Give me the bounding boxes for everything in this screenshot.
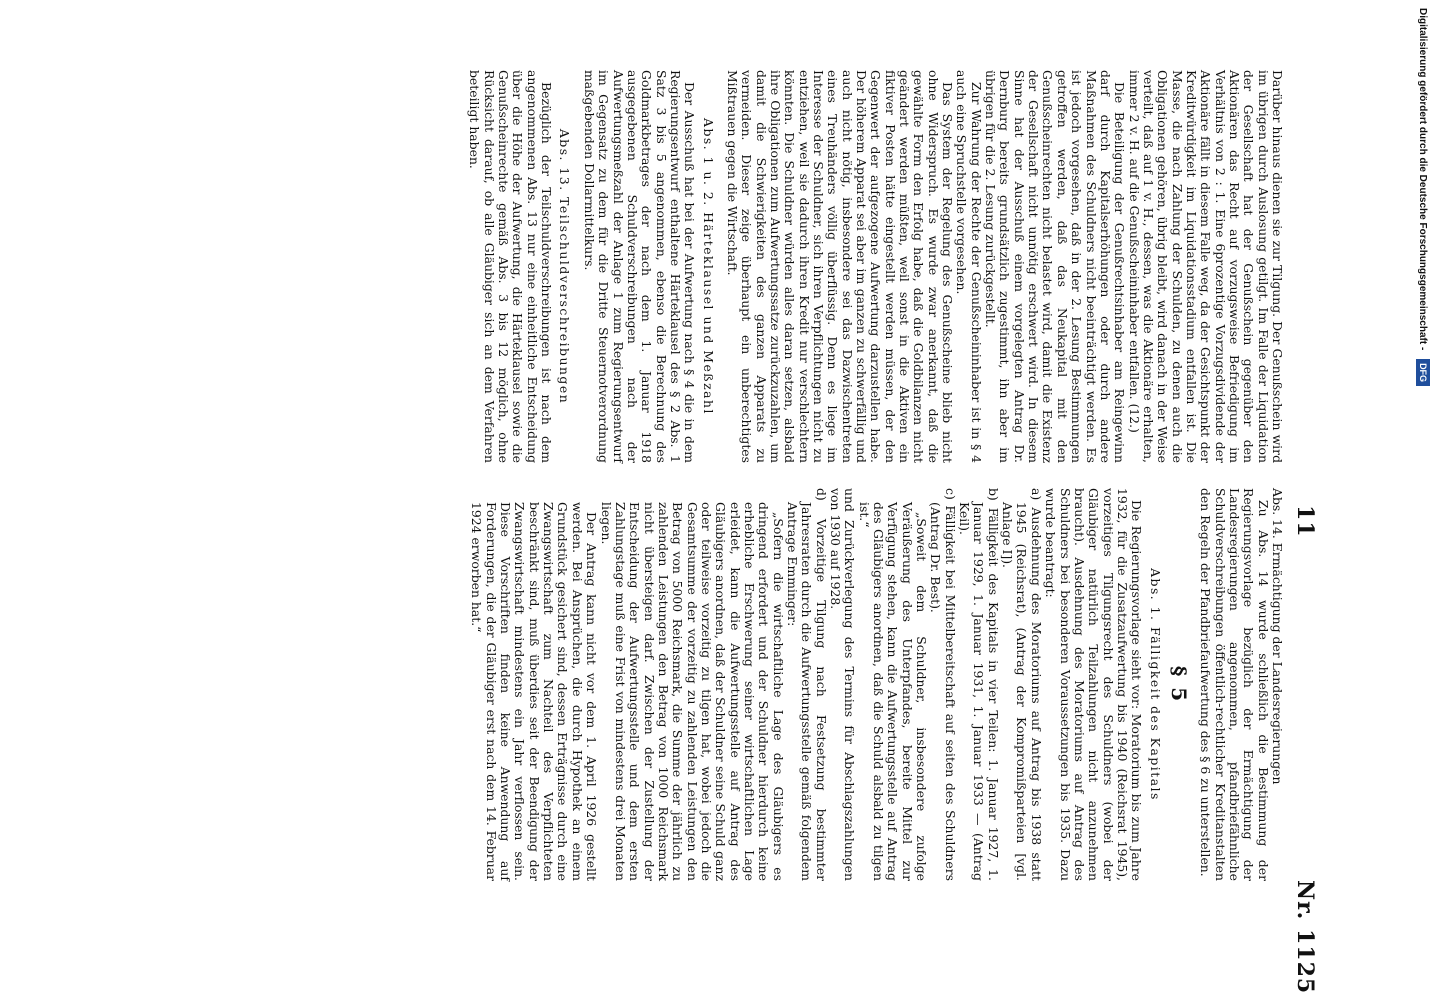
list-item: a) Ausdehnung des Moratoriums auf Antrag bis 1938 statt 1945 (Reichsrat), (Antrag der Kompromißparteien [vgl. Anlage I]). bbox=[1000, 488, 1044, 881]
paragraph-symbol-heading: § 5 bbox=[1166, 665, 1191, 704]
page-number-right: Nr. 1125 bbox=[1292, 880, 1318, 995]
body-paragraph: Die Regierungsvorlage sieht vor: Moratorium bis zum Jahre 1932, für die Zusatzaufwertung bis 1940 (Reichsrat 1945), vorzeitiges Tilgungsrecht des Schuldners (wobei der Gläubiger natürlich Teilzahlungen nicht anzunehmen braucht). Ausdehnung des Moratoriums auf Antrag des Schuldners bei besonderen Voraussetzungen bis 1935. Dazu wurde beantragt: bbox=[1043, 488, 1145, 881]
body-paragraph: Das System der Regelung des Genußscheine blieb nicht ohne Widerspruch. Es wurde zwar anerkannt, daß die gewählte Form den Erfolg habe, daß die Goldbilanzen nicht geändert werden müßten, weil sonst in die Aktiven ein fiktiver Posten hätte eingestellt werden müssen, der den Gegenwert der aufgezogene Aufwertung darzustellen habe. Der höherem Apparat sei aber im ganzen zu schwerfällig und auch nicht nötig, insbesondere sei das Dazwischentreten eines Treuhänders völlig überflüssig. Denn es liege im Interesse der Schuldner, sich ihren Verpflichtungen nicht zu entziehen, weil sie dadurch ihren Kredit nur verschlechtern könnten. Die Schuldner würden alles daran setzen, alsbald ihre Obligationen zum Aufwertungssatze zurückzuzahlen, um damit die Schwierigkeiten des ganzen Apparats zu vermeiden. Dieser zeige überhaupt ein unberechtigtes Mißtrauen gegen die Wirtschaft. bbox=[724, 70, 956, 463]
body-paragraph: Zur Wahrung der Rechte der Genußscheininhaber ist in § 4 auch eine Spruchstelle vorgesehen. bbox=[954, 70, 984, 463]
credit-label: Digitalisierung gefördert durch die Deutsche Forschungsgemeinschaft - bbox=[1417, 8, 1428, 351]
quoted-motion: „Sofern die wirtschaftliche Lage des Gläubigers es dringend erfordert und der Schuldner hierdurch keine erhebliche Erschwerung seiner wirtschaftlichen Lage erleidet, kann die Aufwertungsstelle auf Antrag des Gläubigers anordnen, daß der Schuldner seine Schuld ganz oder teilweise vorzeitig zu tilgen hat, wobei jedoch die Gesamtsumme der vorzeitig zu zahlenden Leistungen den Betrag von 5000 Reichsmark, die Summe der jährlich zu zahlenden Leistungen den Betrag von 1000 Reichsmark nicht übersteigen darf. Zwischen der Zustellung der Entscheidung der Aufwertungsstelle und dem ersten Zahlungstage muß eine Frist von mindestens drei Monaten liegen. bbox=[598, 502, 786, 881]
body-paragraph: Zu Abs. 14 wurde schließlich die Bestimmung der Regierungsvorlage bezüglich der Ermächtigung der Landesregierungen angenommen, pfandbriefähnliche Schuldverschreibungen öffentlich-rechtlicher Kreditanstalten den Regeln der Pfandbriefaufwertung des § 6 zu unterstellen. bbox=[1198, 488, 1271, 881]
quoted-motion: Der Antrag kann nicht vor dem 1. April 1926 gestellt werden. Bei Ansprüchen, die durch Hypothek an einem Grundstück gesichert sind, dessen Erträgnisse durch eine Zwangswirtschaft zum Nachteil des Verpflichteten beschränkt sind, muß überdies seit der Beendigung der Zwangswirtschaft mindestens ein Jahr verflossen sein. Diese Vorschriften finden keine Anwendung auf Forderungen, die der Gläubiger erst nach dem 14. Februar 1924 erworben hat.“ bbox=[469, 502, 600, 881]
right-text-column bbox=[469, 488, 1284, 881]
section-heading: Abs. 13. Teilschuldverschreibungen bbox=[557, 128, 573, 405]
dfg-logo: DFG bbox=[1416, 359, 1430, 386]
body-paragraph: Abs. 14. Ermächtigung der Landesregierungen bbox=[1270, 488, 1285, 785]
credit-strip bbox=[1414, 8, 1430, 992]
page-number-left: 11 bbox=[1292, 505, 1318, 538]
list-item: d) Vorzeitige Tilgung nach Festsetzung bestimmter Jahresraten durch die Aufwertungsstelle gemäß folgendem Antrage Emminger: bbox=[785, 488, 829, 881]
quoted-motion: „Soweit dem Schuldner, insbesondere zufolge Veräußerung des Unterpfandes, bereite Mittel zur Verfügung stehen, kann die Aufwertungsstelle auf Antrag des Gläubigers anordnen, daß die Schuld alsbald zu tilgen ist.“ bbox=[856, 502, 930, 881]
section-heading: Abs. 1. Fälligkeit des Kapitals bbox=[1147, 568, 1163, 801]
section-heading: Abs. 1 u. 2. Härteklausel und Meßzahl bbox=[700, 118, 716, 415]
body-paragraph: Die Beteiligung der Genußrechtsinhaber am Reingewinn darf durch Kapitalserhöhungen oder durch andere Maßnahmen des Schuldners nicht beeinträchtigt werden. Es ist jedoch vorgesehen, daß in der 2. Lesung Bestimmungen getroffen werden, daß das Neukapital mit den Genußscheinrechten nicht belastet wird, damit die Existenz der Gesellschaft nicht unnötig erschwert wird. In diesem Sinne hat der Ausschuß einem vorgelegten Antrag Dr. Dernburg bereits grundsätzlich zugestimmt, ihn aber im übrigen für die 2. Lesung zurückgestellt. bbox=[983, 70, 1128, 463]
list-item: b) Fälligkeit des Kapitals in vier Teilen: 1. Januar 1927, 1. Januar 1929, 1. Januar 1931, 1. Januar 1933 — (Antrag Keil). bbox=[957, 488, 1001, 881]
digitization-credit bbox=[1414, 8, 1430, 992]
body-paragraph: Bezüglich der Teilschuldverschreibungen ist nach dem angenommenen Abs. 13 nur eine einheitliche Entscheidung über die Höhe der Aufwertung, die Härteklausel sowie die Genußscheinrechte gemäß Abs. 3 bis 12 möglich, ohne Rücksicht darauf, ob alle Gläubiger sich an dem Verfahren beteiligt haben. bbox=[467, 70, 555, 463]
left-text-column bbox=[467, 70, 1284, 463]
list-item: c) Fälligkeit bei Mittelbereitschaft auf seiten des Schuldners (Antrag Dr. Best). bbox=[928, 488, 958, 881]
body-paragraph: Darüber hinaus dienen sie zur Tilgung. Der Genußschein wird im übrigen durch Auslosung getilgt. Im Falle der Liquidation der Gesellschaft hat der Genußschein gegenüber den Aktionären das Recht auf vorzugsweise Befriedigung im Verhältnis von 2 : 1. Eine 6prozentige Vorzugsdividende der Aktionäre fällt in diesem Falle weg, da der Gesichtspunkt der Kreditwürdigkeit im Liquidationsstadium entfallen ist. Die Masse, die nach Zahlung der Schulden, zu denen auch die Obligationen gehören, übrig bleibt, wird danach in der Weise verteilt, daß auf 1 v. H., dessen, was die Aktionäre erhalten, immer 2 v. H. auf die Genußscheininhaber entfallen. (12.) bbox=[1126, 70, 1285, 463]
body-paragraph: und Zurückverlegung des Termins für Abschlagszahlungen von 1930 auf 1928. bbox=[828, 488, 858, 881]
body-paragraph: Der Ausschuß hat bei der Aufwertung nach § 4 die in dem Regierungsentwurf enthaltene Härteklausel des § 2 Abs. 1 Satz 3 bis 5 angenommen, ebenso die Berechnung des Goldmarkbetrages der nach dem 1. Januar 1918 ausgegebenen Schuldverschreibungen nach der Aufwertungsmeßzahl der Anlage 1 zum Regierungsentwurf im Gegensatz zu dem für die Dritte Steuernotverordnung maßgebenden Dollarmittelkurs. bbox=[581, 70, 698, 463]
